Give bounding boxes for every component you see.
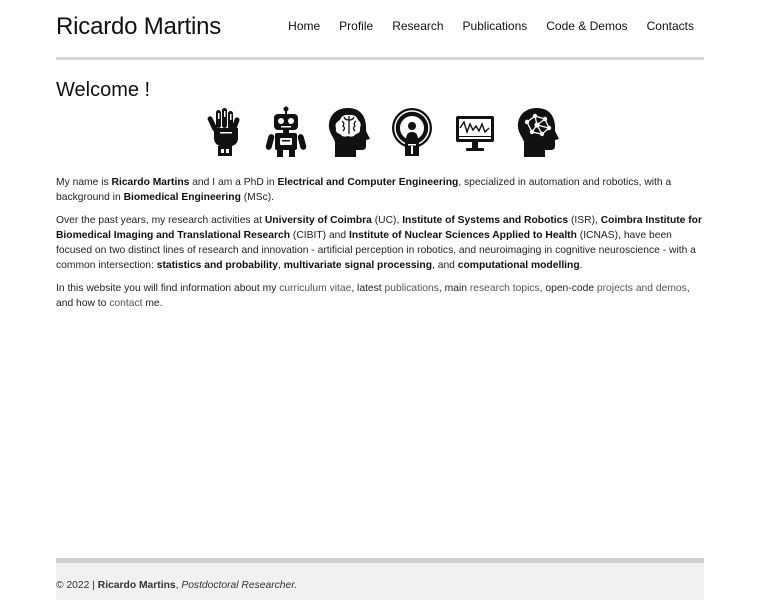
text: , and [432,260,458,271]
header-divider [56,57,704,60]
mri-scanner-icon [389,106,435,158]
nav-contacts[interactable]: Contacts [646,19,694,33]
page-title: Welcome ! [56,79,151,101]
emphasis: multivariate signal processing [283,260,432,271]
text: , [278,260,284,271]
text: (ICNAS), have been focused on two distinct lines of research and innovation - artificial perception in robotics, and neuroimaging in cognitive neuroscience - with a common intersection: [56,230,696,271]
emphasis: statistics and probability [156,260,279,271]
footer-name: Ricardo Martins [97,580,176,591]
text: (MSc). [240,192,275,203]
robot-icon [263,106,309,158]
text: (ISR), [568,215,601,226]
emphasis: Biomedical Engineering [123,192,241,203]
text: me. [142,298,163,309]
text: , and how to [56,283,690,309]
text: and I am a PhD in [189,177,278,188]
research-topics-link[interactable]: research topics [469,283,540,294]
projects-demos-link[interactable]: projects and demos [596,283,687,294]
emphasis: University of Coimbra [264,215,372,226]
contact-link[interactable]: contact [109,298,143,309]
nav-home[interactable]: Home [288,19,321,33]
publications-link[interactable]: publications [384,283,439,294]
intro-paragraph-3 [56,281,706,311]
brain-head-icon [326,106,372,158]
cv-link[interactable]: curriculum vitae [279,283,352,294]
intro-text [56,175,706,319]
nav-publications[interactable]: Publications [462,19,528,33]
footer [56,580,297,591]
text: , main [438,283,470,294]
emphasis: Electrical and Computer Engineering [277,177,459,188]
text: (UC), [371,215,403,226]
text: . [579,260,583,271]
text: , open-code [539,283,597,294]
text: (CIBIT) and [290,230,349,241]
text: , specialized in automation and robotics, with a background in [56,177,672,203]
text: In this website you will find information about my [56,283,280,294]
copyright: © 2022 | [56,580,98,591]
emphasis: Institute of Systems and Robotics [402,215,569,226]
site-title[interactable]: Ricardo Martins [56,13,222,40]
footer-role: Postdoctoral Researcher. [181,580,298,591]
emphasis: Coimbra Institute for Biomedical Imaging and Translational Research [56,215,702,241]
nav-code-demos[interactable]: Code & Demos [546,19,628,33]
neural-network-head-icon [515,106,561,158]
emphasis: Institute of Nuclear Sciences Applied to Health [348,230,577,241]
intro-paragraph-1 [56,175,706,205]
monitor-signal-icon [452,106,498,158]
robotic-hand-icon [200,106,246,158]
text: , latest [351,283,385,294]
intro-paragraph-2 [56,213,706,273]
text: My name is [56,177,112,188]
research-icons [200,106,561,158]
text: Over the past years, my research activities at [56,215,265,226]
nav-research[interactable]: Research [392,19,444,33]
main-nav [288,19,694,33]
text: , [175,580,182,591]
emphasis: Ricardo Martins [111,177,190,188]
nav-profile[interactable]: Profile [339,19,374,33]
emphasis: computational modelling [457,260,580,271]
